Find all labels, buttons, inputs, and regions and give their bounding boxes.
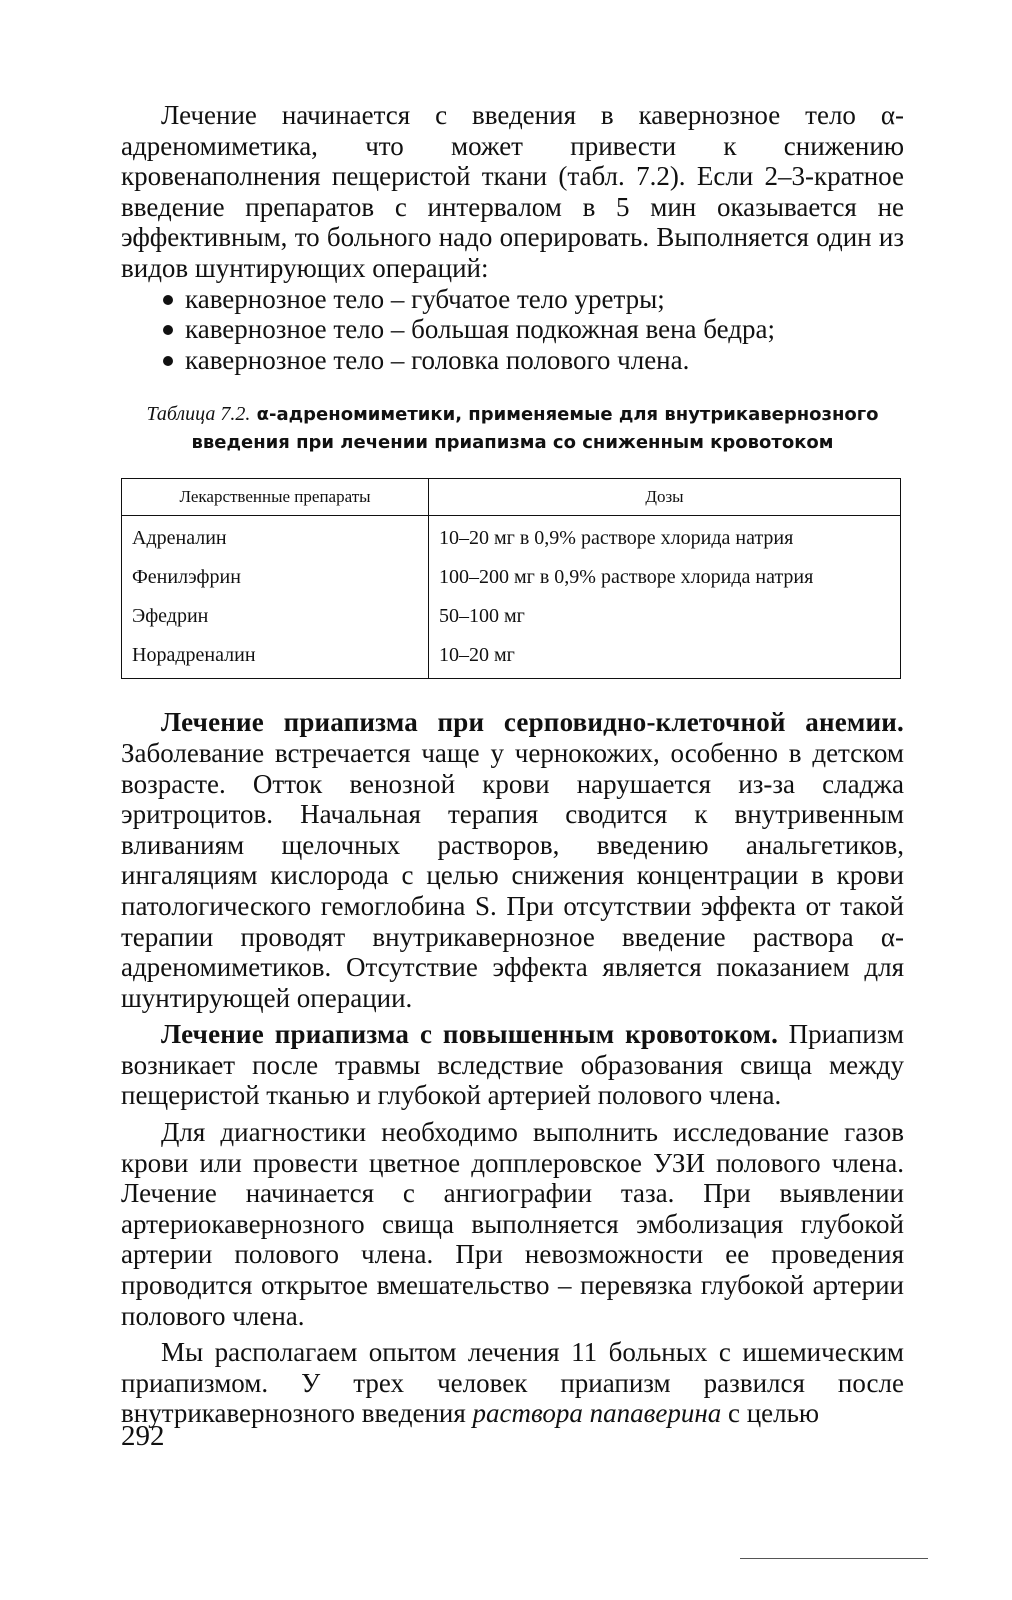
table-header-row (122, 479, 901, 516)
list-item: кавернозное тело – большая подкожная вена бедра; (161, 314, 904, 345)
page-body (121, 100, 904, 1429)
high-flow-heading: Лечение приапизма с повышенным кровотоком. (161, 1019, 779, 1050)
sickle-cell-section (121, 707, 904, 1013)
table-row (122, 516, 901, 559)
footer-rule (740, 1558, 928, 1559)
papaverine-term: раствора папаверина (472, 1398, 722, 1429)
spacer (121, 679, 904, 707)
shunt-operations-list (121, 284, 904, 376)
dose-cell: 10–20 мг (439, 644, 515, 667)
table-caption (121, 400, 904, 457)
list-item: кавернозное тело – губчатое тело уретры; (161, 284, 904, 315)
drug-cell: Фенилэфрин (122, 558, 429, 597)
experience-paragraph (121, 1337, 904, 1429)
diagnostics-paragraph: Для диагностики необходимо выполнить исследование газов крови или провести цветное допплеровское УЗИ полового члена. Лечение начинается с ангиографии таза. При выявлении артериокавернозного свища выполняется эмболизация глубокой артерии полового члена. При невозможности ее проведения проводится открытое вмешательство – перевязка глубокой артерии полового члена. (121, 1117, 904, 1331)
high-flow-section (121, 1019, 904, 1111)
drug-cell: Адреналин (122, 516, 429, 559)
doses-table (121, 478, 901, 679)
list-item: кавернозное тело – головка полового члена. (161, 345, 904, 376)
high-flow-text: Приапизм возникает после травмы вследствие образования свища между пещеристой тканью и глубокой артерией полового члена. (121, 1019, 905, 1111)
table-row (122, 558, 901, 597)
page-number: 292 (121, 1420, 165, 1452)
header-doses: Дозы (429, 479, 901, 516)
dose-cell: 10–20 мг в 0,9% растворе хлорида натрия (439, 527, 794, 550)
table-caption-text: α-адреномиметики, применяемые для внутрикавернозного введения при лечении приапизма со сниженным кровотоком (191, 404, 879, 454)
sickle-cell-text: Заболевание встречается чаще у чернокожих, особенно в детском возрасте. Отток венозной крови нарушается из-за сладжа эритроцитов. Начальная терапия сводится к внутривенным вливаниям щелочных растворов, введению анальгетиков, ингаляциям кислорода с целью снижения концентрации в крови патологического гемоглобина S. При отсутствии эффекта от такой терапии проводят внутрикавернозное введение раствора α-адреномиметиков. Отсутствие эффекта является показанием для шунтирующей операции. (121, 737, 904, 1013)
header-drugs: Лекарственные препараты (122, 479, 429, 516)
intro-paragraph: Лечение начинается с введения в кавернозное тело α-адреномиметика, что может привести к снижению кровенаполнения пещеристой ткани (табл. 7.2). Если 2–3-кратное введение препаратов с интервалом в 5 мин оказывается не эффективным, то больного надо оперировать. Выполняется один из видов шунтирующих операций: (121, 100, 904, 283)
sickle-cell-heading: Лечение приапизма при серповидно-клеточной анемии. (161, 707, 904, 738)
experience-text-end: с целью (721, 1398, 820, 1429)
table-row (122, 597, 901, 636)
dose-cell: 100–200 мг в 0,9% растворе хлорида натрия (439, 566, 814, 589)
drug-cell: Эфедрин (122, 597, 429, 636)
drug-cell: Норадреналин (122, 636, 429, 679)
experience-text-start: Мы располагаем опытом лечения 11 больных с ишемическим приапизмом. У трех человек приапизм развился после внутрикавернозного введения (121, 1337, 904, 1429)
table-caption-label: Таблица 7.2. (146, 403, 251, 426)
dose-cell: 50–100 мг (439, 605, 525, 628)
table-row (122, 636, 901, 679)
